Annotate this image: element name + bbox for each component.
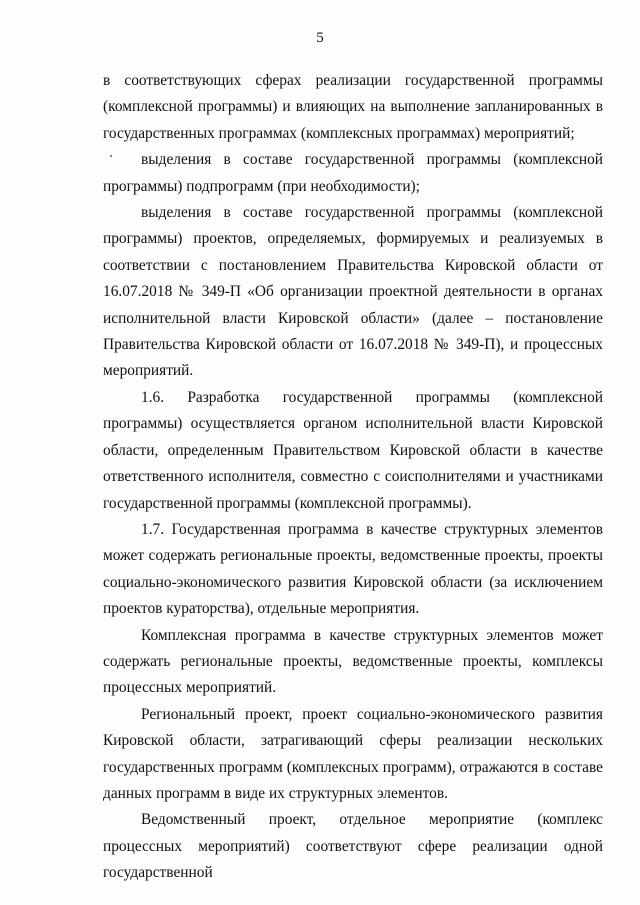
paragraph-complex-program: Комплексная программа в качестве структурных элементов может содержать региональные проекты, ведомственные проекты, комплексы процессных мероприятий. <box>103 626 603 697</box>
paragraph-1-7: 1.7. Государственная программа в качестве структурных элементов может содержать региональные проекты, ведомственные проекты, проекты социально-экономического развития Кировской области (за исключением проектов кураторства), отдельные мероприятия. <box>103 520 603 618</box>
paragraph-projects: выделения в составе государственной программы (комплексной программы) проектов, определяемых, формируемых и реализуемых в соответствии с постановлением Правительства Кировской области от 16.07.2018 № 349-П «Об организации проектной деятельности в органах исполнительной власти Кировской области» (далее – постановление Правительства Кировской области от 16.07.2018 № 349-П), и процессных мероприятий. <box>103 204 603 380</box>
paragraph-subprograms: выделения в составе государственной программы (комплексной программы) подпрограмм (при необходимости); <box>103 151 603 195</box>
document-body <box>103 68 603 887</box>
paragraph-regional-project: Региональный проект, проект социально-экономического развития Кировской области, затрагивающий сферы реализации нескольких государственных программ (комплексных программ), отражаются в составе данных программ в виде их структурных элементов. <box>103 705 603 802</box>
paragraph-departmental-project: Ведомственный проект, отдельное мероприятие (комплекс процессных мероприятий) соответствуют сфере реализации одной государственной <box>103 811 603 882</box>
paragraph-1-6: 1.6. Разработка государственной программы (комплексной программы) осуществляется органом исполнительной власти Кировской области, определенным Правительством Кировской области в качестве ответственного исполнителя, совместно с соисполнителями и участниками государственной программы (комплексной программы). <box>103 388 603 512</box>
page-number: 5 <box>316 30 324 46</box>
paragraph-continuation: в соответствующих сферах реализации государственной программы (комплексной программы) и влияющих на выполнение запланированных в государственных программах (комплексных программах) мероприятий; <box>103 72 603 142</box>
